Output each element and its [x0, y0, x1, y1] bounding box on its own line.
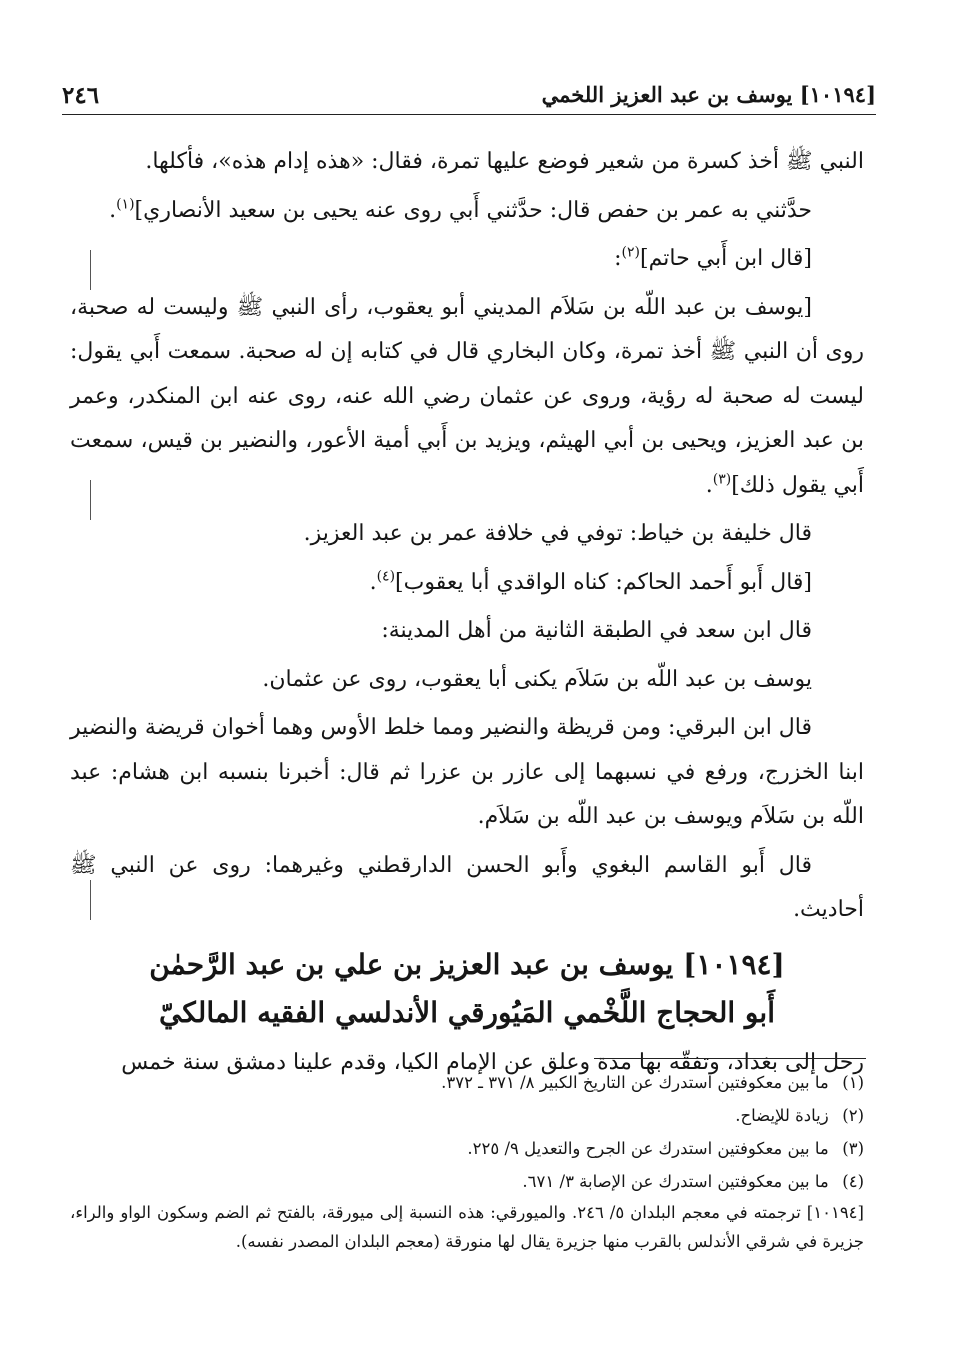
paragraph-text: قال ابن البرقي: ومن قريظة والنضير ومما خلط الأوس وهما أخوان قريضة والنضير ابنا الخزرج، ورفع في نسبهما إلى عازر بن عزرا ثم قال: أخبرنا بنسبه ابن هشام: عبد اللّه بن سَلاَم ويوسف بن عبد اللّه بن سَلاَم. [70, 715, 864, 829]
footnote [70, 1165, 864, 1198]
running-title: [١٠١٩٤] يوسف بن عبد العزيز اللخمي [541, 82, 876, 107]
punctuation: . [109, 197, 117, 223]
paragraph [70, 189, 864, 234]
paragraph-text: [قال ابن أَبي حاتم] [640, 246, 812, 271]
footnote-separator [594, 1058, 866, 1059]
footnote-ref[interactable]: (٤) [376, 568, 396, 585]
paragraph-text: [يوسف بن عبد اللّه بن سَلاَم المديني أبو يعقوب، رأى النبي ﷺ وليست له صحبة، روى أن النبي ﷺ أخذ تمرة، وكان البخاري قال في كتابه إن له صحبة. سمعت أَبي يقول: ليست له صحبة له رؤية، وروى عن عثمان رضي الله عنه، روى عنه ابن المنكدر، وعمر بن عبد العزيز، ويحيى بن أبي الهيثم، ويزيد بن أَبي أمية الأعور، والنضير بن قيس، سمعت أَبي يقول ذلك] [70, 294, 865, 498]
paragraph-text: [قال أَبو أَحمد الحاكم: كناه الواقدي أبا يعقوب] [395, 569, 812, 595]
paragraph [70, 237, 864, 282]
footnote-number: [١٠١٩٤] [806, 1203, 864, 1222]
paragraph-text: قال ابن سعد في الطبقة الثانية من أهل المدينة: [381, 618, 812, 643]
footnote-text: ما بين معكوفتين استدرك عن الجرح والتعديل ٩/ ٢٢٥. [467, 1139, 829, 1158]
paragraph [70, 609, 864, 654]
paragraph [70, 286, 864, 509]
footnote-text: زيادة للإيضاح. [735, 1106, 829, 1125]
paragraph [70, 706, 864, 840]
paragraph [70, 658, 864, 703]
footnote [70, 1066, 864, 1099]
footnote-text: ترجمته في معجم البلدان ٥/ ٢٤٦. والميورقي: هذه النسبة إلى ميورقة، بالفتح ثم الضم وسكون الواو والراء، جزيرة في شرقي الأندلس بالقرب منها جزيرة يقال لها منورقة (معجم البلدان المصدر نفسه). [70, 1203, 864, 1251]
footnote [70, 1099, 864, 1132]
paragraph-text: رحل إلى بغداد، وتفقّه بها مدة وعلق عن الإمام الكيا، وقدم علينا دمشق سنة خمس [121, 1049, 864, 1075]
entry-heading [70, 941, 864, 1037]
main-text [70, 140, 864, 1089]
punctuation: . [369, 569, 377, 595]
footnote-text: ما بين معكوفتين استدرك عن التاريخ الكبير ٨/ ٣٧١ ـ ٣٧٢. [441, 1073, 829, 1092]
entry-heading-line-1: [١٠١٩٤] يوسف بن عبد العزيز بن علي بن عبد الرَّحمٰن [149, 947, 785, 981]
punctuation: : [614, 246, 622, 271]
paragraph [70, 844, 864, 933]
footnote-number: (١) [842, 1073, 864, 1092]
paragraph-text: حدَّثني به عمر بن حفص قال: حدَّثني أَبي روى عنه يحيى بن سعيد الأنصاري] [134, 197, 812, 223]
footnote-ref[interactable]: (٢) [621, 244, 641, 261]
entry-heading-line-2: أَبو الحجاج اللَّخْمي المَيُورقي الأندلسي الفقيه المالكيّ [159, 995, 775, 1029]
paragraph-text: يوسف بن عبد اللّه بن سَلاَم يكنى أبا يعقوب، روى عن عثمان. [262, 666, 812, 692]
paragraph [70, 512, 864, 557]
paragraph [70, 561, 864, 606]
paragraph-text: قال أَبو القاسم البغوي وأَبو الحسن الدارقطني وغيرهما: روى عن النبي ﷺ أحاديث. [70, 852, 864, 922]
footnote-number: (٤) [842, 1172, 864, 1191]
footnote [70, 1198, 864, 1256]
paragraph-text: قال خليفة بن خياط: توفي في خلافة عمر بن عبد العزيز. [303, 521, 812, 546]
page-number: ٢٤٦ [62, 82, 100, 109]
footnote-number: (٢) [842, 1106, 864, 1125]
footnote-number: (٣) [842, 1139, 864, 1158]
footnotes [70, 1066, 864, 1256]
footnote [70, 1132, 864, 1165]
running-header [62, 78, 876, 115]
footnote-ref[interactable]: (٣) [712, 471, 732, 488]
punctuation: . [705, 472, 713, 498]
footnote-ref[interactable]: (١) [116, 196, 135, 213]
paragraph-text: النبي ﷺ أخذ كسرة من شعير فوضع عليها تمرة، فقال: «هذه إدام هذه»، فأكلها. [145, 149, 864, 174]
footnote-text: ما بين معكوفتين استدرك عن الإصابة ٣/ ٦٧١. [522, 1172, 829, 1191]
paragraph [70, 140, 864, 185]
